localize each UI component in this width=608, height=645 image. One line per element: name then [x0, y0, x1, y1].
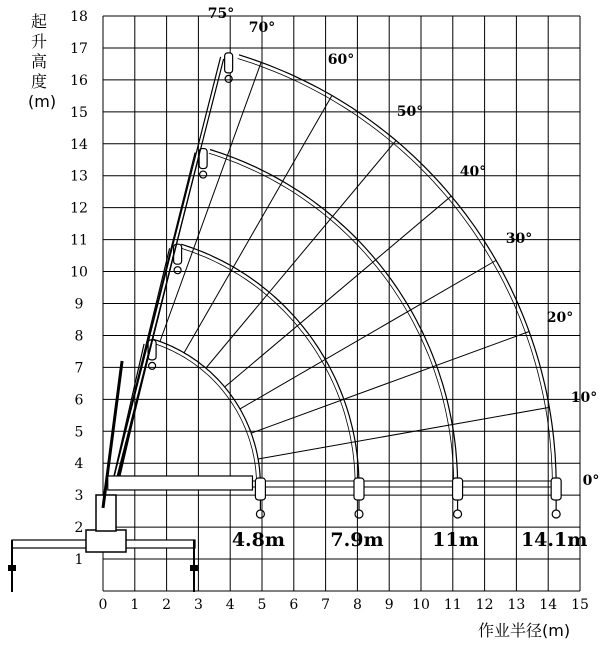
- y-tick-label: 4: [74, 456, 84, 473]
- hook-block: [225, 53, 233, 73]
- y-tick-label: 18: [70, 9, 88, 25]
- y-tick-label: 3: [74, 488, 84, 505]
- grid: [103, 16, 580, 591]
- y-tick-label: 17: [70, 40, 88, 57]
- x-tick-label: 13: [507, 597, 526, 613]
- angle-label: 75°: [207, 6, 235, 22]
- hook: [174, 267, 181, 274]
- angle-ray: [206, 141, 396, 369]
- x-tick-label: 12: [475, 597, 494, 613]
- y-tick-label: 11: [70, 232, 88, 249]
- boom-length-label: 11m: [432, 529, 479, 551]
- angle-label: 60°: [327, 52, 355, 68]
- hook-block: [255, 478, 265, 500]
- y-tick-label: 14: [70, 136, 88, 153]
- hook: [355, 510, 363, 518]
- horizontal-boom: [108, 476, 253, 490]
- x-tick-label: 14: [539, 597, 558, 613]
- x-tick-label: 10: [412, 597, 430, 613]
- x-tick-label: 8: [352, 597, 362, 613]
- y-tick-label: 13: [70, 168, 88, 185]
- y-tick-label: 12: [70, 200, 88, 217]
- boom-length-label: 7.9m: [330, 529, 384, 551]
- y-tick-label: 6: [74, 392, 84, 409]
- x-tick-label: 6: [289, 597, 299, 613]
- hook-block: [453, 478, 463, 500]
- pedestal: [86, 530, 126, 552]
- hook: [552, 510, 560, 518]
- x-tick-label: 4: [225, 597, 235, 613]
- boom-section-edge: [115, 59, 224, 486]
- angle-label: 0°: [582, 473, 600, 489]
- x-tick-label: 5: [257, 597, 267, 613]
- y-tick-label: 15: [70, 104, 88, 121]
- y-axis-title: 起升高度(m): [28, 12, 57, 111]
- x-tick-label: 15: [571, 597, 589, 613]
- hook: [149, 362, 156, 369]
- column: [96, 495, 116, 531]
- x-tick-label: 3: [193, 597, 203, 613]
- x-tick-label: 9: [384, 597, 394, 613]
- range-arc: [210, 150, 458, 486]
- working-range-arcs: [151, 55, 556, 486]
- y-tick-label: 8: [74, 328, 84, 345]
- hook-block: [354, 478, 364, 500]
- y-tick-label: 2: [74, 520, 84, 537]
- y-tick-label: 16: [70, 72, 88, 89]
- boom-length-label: 14.1m: [520, 529, 588, 551]
- angle-label: 30°: [505, 231, 533, 247]
- x-tick-label: 0: [98, 597, 108, 613]
- range-arc: [181, 244, 359, 485]
- angle-ray: [184, 96, 332, 353]
- hook: [256, 510, 264, 518]
- x-tick-label: 11: [443, 597, 462, 613]
- y-tick-label: 7: [74, 360, 84, 377]
- x-tick-label: 1: [130, 597, 140, 613]
- y-tick-label: 10: [70, 264, 88, 281]
- angle-label: 70°: [248, 20, 276, 36]
- angle-ray: [225, 196, 452, 387]
- y-tick-label: 1: [74, 552, 84, 569]
- crane-illustration: [8, 53, 561, 592]
- y-tick-label: 5: [74, 424, 84, 441]
- x-tick-label: 2: [162, 597, 172, 613]
- hook-block: [551, 478, 561, 500]
- hook: [454, 510, 462, 518]
- range-arc-inner: [209, 153, 454, 485]
- hook: [225, 75, 232, 82]
- hook: [200, 171, 207, 178]
- angle-label: 10°: [570, 390, 598, 406]
- annotations: [208, 6, 600, 551]
- angle-ray: [160, 62, 261, 341]
- outrigger-foot: [8, 565, 16, 571]
- x-tick-label: 7: [321, 597, 331, 613]
- hook-block: [174, 244, 182, 264]
- angle-label: 50°: [396, 104, 424, 120]
- angle-label: 40°: [459, 164, 487, 180]
- boom-length-label: 4.8m: [231, 529, 285, 551]
- angle-label: 20°: [546, 310, 574, 326]
- outrigger-foot: [190, 565, 198, 571]
- x-axis-title: 作业半径(m): [478, 621, 571, 640]
- angle-ray: [240, 260, 496, 409]
- y-tick-label: 9: [74, 296, 84, 313]
